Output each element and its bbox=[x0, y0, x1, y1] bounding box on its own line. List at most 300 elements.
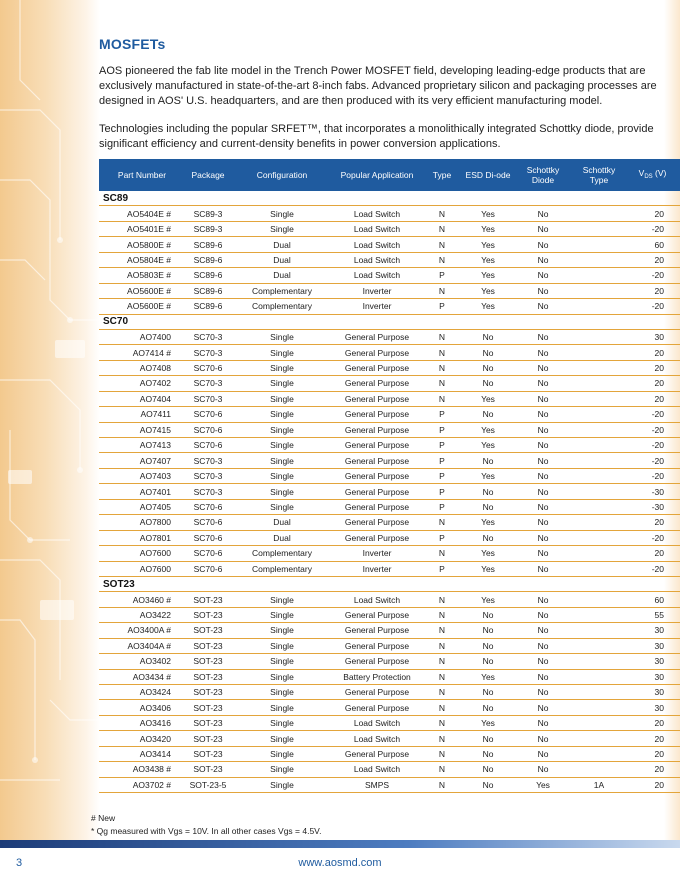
cell-type: N bbox=[421, 654, 463, 669]
cell-configuration: Dual bbox=[231, 530, 333, 545]
cell-configuration: Single bbox=[231, 453, 333, 468]
cell-application: Load Switch bbox=[333, 731, 421, 746]
cell-package: SC89-3 bbox=[185, 206, 231, 221]
cell-vds: 30 bbox=[625, 685, 680, 700]
footnote-qg: * Qg measured with Vgs = 10V. In all other cases Vgs = 4.5V. bbox=[91, 826, 322, 836]
table-row bbox=[99, 592, 680, 607]
cell-esd-diode: Yes bbox=[463, 515, 513, 530]
cell-schottky-type bbox=[573, 546, 625, 561]
cell-type: N bbox=[421, 206, 463, 221]
cell-application: General Purpose bbox=[333, 422, 421, 437]
cell-vds: 20 bbox=[625, 715, 680, 730]
cell-configuration: Single bbox=[231, 623, 333, 638]
cell-configuration: Complementary bbox=[231, 561, 333, 576]
cell-schottky-type bbox=[573, 468, 625, 483]
cell-application: General Purpose bbox=[333, 329, 421, 344]
cell-schottky-type bbox=[573, 715, 625, 730]
cell-vds: 20 bbox=[625, 376, 680, 391]
cell-type: P bbox=[421, 407, 463, 422]
cell-part-number: AO7600 bbox=[99, 561, 185, 576]
cell-vds: 20 bbox=[625, 546, 680, 561]
footer-bar bbox=[0, 840, 680, 848]
cell-esd-diode: No bbox=[463, 607, 513, 622]
cell-schottky-type bbox=[573, 391, 625, 406]
cell-vds: 30 bbox=[625, 654, 680, 669]
cell-part-number: AO5600E # bbox=[99, 283, 185, 298]
cell-application: General Purpose bbox=[333, 515, 421, 530]
cell-schottky-diode: No bbox=[513, 391, 573, 406]
cell-schottky-diode: No bbox=[513, 669, 573, 684]
cell-application: General Purpose bbox=[333, 530, 421, 545]
cell-vds: 20 bbox=[625, 252, 680, 267]
cell-vds: 20 bbox=[625, 777, 680, 792]
cell-configuration: Single bbox=[231, 762, 333, 777]
cell-application: Load Switch bbox=[333, 715, 421, 730]
cell-configuration: Single bbox=[231, 715, 333, 730]
cell-schottky-diode: No bbox=[513, 499, 573, 514]
cell-vds: 20 bbox=[625, 515, 680, 530]
cell-application: Load Switch bbox=[333, 268, 421, 283]
cell-type: P bbox=[421, 484, 463, 499]
cell-application: General Purpose bbox=[333, 376, 421, 391]
cell-part-number: AO7400 bbox=[99, 329, 185, 344]
cell-type: N bbox=[421, 329, 463, 344]
cell-package: SC70-6 bbox=[185, 407, 231, 422]
cell-application: General Purpose bbox=[333, 623, 421, 638]
page-number: 3 bbox=[16, 857, 23, 869]
cell-part-number: AO7402 bbox=[99, 376, 185, 391]
cell-configuration: Single bbox=[231, 607, 333, 622]
cell-schottky-diode: No bbox=[513, 515, 573, 530]
cell-application: General Purpose bbox=[333, 407, 421, 422]
cell-configuration: Single bbox=[231, 468, 333, 483]
table-row bbox=[99, 777, 680, 792]
cell-schottky-diode: Yes bbox=[513, 777, 573, 792]
table-row bbox=[99, 499, 680, 514]
cell-part-number: AO3460 # bbox=[99, 592, 185, 607]
cell-type: P bbox=[421, 268, 463, 283]
cell-schottky-diode: No bbox=[513, 299, 573, 314]
cell-type: N bbox=[421, 360, 463, 375]
cell-schottky-diode: No bbox=[513, 268, 573, 283]
cell-esd-diode: No bbox=[463, 777, 513, 792]
cell-package: SC70-3 bbox=[185, 453, 231, 468]
table-row bbox=[99, 546, 680, 561]
cell-package: SC89-6 bbox=[185, 283, 231, 298]
cell-esd-diode: No bbox=[463, 484, 513, 499]
cell-vds: 30 bbox=[625, 329, 680, 344]
cell-configuration: Complementary bbox=[231, 546, 333, 561]
cell-schottky-type bbox=[573, 299, 625, 314]
cell-package: SC70-3 bbox=[185, 468, 231, 483]
cell-part-number: AO7800 bbox=[99, 515, 185, 530]
cell-application: Inverter bbox=[333, 546, 421, 561]
cell-package: SC70-6 bbox=[185, 515, 231, 530]
cell-package: SC89-6 bbox=[185, 237, 231, 252]
cell-application: Load Switch bbox=[333, 237, 421, 252]
header-package: Package bbox=[185, 159, 231, 191]
cell-vds: -20 bbox=[625, 561, 680, 576]
vds-subscript: DS bbox=[644, 174, 653, 180]
cell-configuration: Complementary bbox=[231, 283, 333, 298]
cell-package: SOT-23 bbox=[185, 592, 231, 607]
cell-type: N bbox=[421, 762, 463, 777]
cell-vds: 60 bbox=[625, 237, 680, 252]
cell-part-number: AO3400A # bbox=[99, 623, 185, 638]
cell-part-number: AO7405 bbox=[99, 499, 185, 514]
cell-configuration: Single bbox=[231, 685, 333, 700]
cell-part-number: AO5600E # bbox=[99, 299, 185, 314]
cell-schottky-diode: No bbox=[513, 407, 573, 422]
cell-type: N bbox=[421, 746, 463, 761]
intro-paragraph: AOS pioneered the fab lite model in the Trench Power MOSFET field, developing leading-edge products that are exclusively manufactured in state-of-the-art 8-inch fabs. Advanced proprietary silicon and packaging processes are designed in AOS' U.S. headquarters, and are then produced with its very efficient manufacturing model. bbox=[99, 65, 657, 107]
table-row bbox=[99, 669, 680, 684]
cell-esd-diode: No bbox=[463, 700, 513, 715]
cell-schottky-type bbox=[573, 422, 625, 437]
srfet-paragraph: Technologies including the popular SRFET™, that incorporates a monolithically integrated Schottky diode, provide significant efficiency and current-density benefits in power conversion applications. bbox=[99, 123, 654, 150]
cell-configuration: Single bbox=[231, 438, 333, 453]
cell-package: SC70-6 bbox=[185, 561, 231, 576]
cell-part-number: AO7401 bbox=[99, 484, 185, 499]
cell-schottky-type bbox=[573, 237, 625, 252]
cell-esd-diode: No bbox=[463, 499, 513, 514]
cell-schottky-diode: No bbox=[513, 530, 573, 545]
cell-configuration: Dual bbox=[231, 252, 333, 267]
cell-part-number: AO3420 bbox=[99, 731, 185, 746]
cell-vds: 20 bbox=[625, 762, 680, 777]
cell-schottky-diode: No bbox=[513, 623, 573, 638]
cell-esd-diode: Yes bbox=[463, 592, 513, 607]
cell-schottky-diode: No bbox=[513, 546, 573, 561]
cell-schottky-type bbox=[573, 407, 625, 422]
cell-configuration: Single bbox=[231, 391, 333, 406]
cell-configuration: Single bbox=[231, 592, 333, 607]
cell-package: SOT-23 bbox=[185, 669, 231, 684]
cell-esd-diode: Yes bbox=[463, 237, 513, 252]
cell-part-number: AO5803E # bbox=[99, 268, 185, 283]
cell-schottky-type bbox=[573, 515, 625, 530]
table-row bbox=[99, 746, 680, 761]
table-row bbox=[99, 252, 680, 267]
cell-vds: -20 bbox=[625, 438, 680, 453]
cell-vds: 30 bbox=[625, 623, 680, 638]
table-row bbox=[99, 360, 680, 375]
cell-schottky-diode: No bbox=[513, 438, 573, 453]
table-row bbox=[99, 468, 680, 483]
cell-part-number: AO7403 bbox=[99, 468, 185, 483]
cell-schottky-diode: No bbox=[513, 607, 573, 622]
cell-part-number: AO7404 bbox=[99, 391, 185, 406]
table-row bbox=[99, 638, 680, 653]
cell-schottky-type bbox=[573, 607, 625, 622]
cell-type: P bbox=[421, 561, 463, 576]
cell-vds: -20 bbox=[625, 299, 680, 314]
table-row bbox=[99, 422, 680, 437]
cell-configuration: Single bbox=[231, 206, 333, 221]
table-row bbox=[99, 484, 680, 499]
header-type: Type bbox=[421, 159, 463, 191]
cell-esd-diode: Yes bbox=[463, 391, 513, 406]
group-label: SC89 bbox=[99, 191, 680, 206]
cell-schottky-diode: No bbox=[513, 329, 573, 344]
cell-application: General Purpose bbox=[333, 607, 421, 622]
cell-type: N bbox=[421, 592, 463, 607]
cell-schottky-type bbox=[573, 746, 625, 761]
cell-type: P bbox=[421, 499, 463, 514]
cell-schottky-type bbox=[573, 700, 625, 715]
mosfet-table bbox=[99, 159, 680, 793]
table-row bbox=[99, 530, 680, 545]
header-schottky-diode: Schottky Diode bbox=[513, 159, 573, 191]
header-application: Popular Application bbox=[333, 159, 421, 191]
cell-schottky-type bbox=[573, 685, 625, 700]
cell-part-number: AO3438 # bbox=[99, 762, 185, 777]
cell-application: Inverter bbox=[333, 283, 421, 298]
cell-schottky-diode: No bbox=[513, 715, 573, 730]
cell-package: SC70-6 bbox=[185, 438, 231, 453]
cell-application: General Purpose bbox=[333, 499, 421, 514]
cell-part-number: AO3414 bbox=[99, 746, 185, 761]
cell-esd-diode: Yes bbox=[463, 438, 513, 453]
cell-package: SC70-3 bbox=[185, 391, 231, 406]
table-row bbox=[99, 268, 680, 283]
cell-application: Load Switch bbox=[333, 206, 421, 221]
header-configuration: Configuration bbox=[231, 159, 333, 191]
cell-type: N bbox=[421, 623, 463, 638]
cell-configuration: Single bbox=[231, 360, 333, 375]
table-row bbox=[99, 762, 680, 777]
cell-part-number: AO7408 bbox=[99, 360, 185, 375]
cell-schottky-diode: No bbox=[513, 746, 573, 761]
cell-vds: 30 bbox=[625, 638, 680, 653]
cell-vds: 20 bbox=[625, 283, 680, 298]
cell-vds: 20 bbox=[625, 360, 680, 375]
cell-type: N bbox=[421, 607, 463, 622]
cell-schottky-diode: No bbox=[513, 221, 573, 236]
cell-vds: 20 bbox=[625, 746, 680, 761]
cell-schottky-type bbox=[573, 360, 625, 375]
cell-type: N bbox=[421, 669, 463, 684]
cell-schottky-type bbox=[573, 731, 625, 746]
table-row bbox=[99, 731, 680, 746]
cell-package: SOT-23 bbox=[185, 731, 231, 746]
cell-package: SOT-23 bbox=[185, 762, 231, 777]
cell-package: SC70-6 bbox=[185, 546, 231, 561]
cell-schottky-type bbox=[573, 206, 625, 221]
cell-part-number: AO7600 bbox=[99, 546, 185, 561]
cell-esd-diode: No bbox=[463, 731, 513, 746]
cell-esd-diode: No bbox=[463, 376, 513, 391]
cell-vds: -30 bbox=[625, 499, 680, 514]
cell-part-number: AO7801 bbox=[99, 530, 185, 545]
cell-configuration: Single bbox=[231, 654, 333, 669]
cell-part-number: AO5404E # bbox=[99, 206, 185, 221]
cell-vds: 20 bbox=[625, 731, 680, 746]
cell-configuration: Single bbox=[231, 731, 333, 746]
cell-application: Load Switch bbox=[333, 592, 421, 607]
cell-application: General Purpose bbox=[333, 654, 421, 669]
cell-application: General Purpose bbox=[333, 345, 421, 360]
cell-esd-diode: Yes bbox=[463, 252, 513, 267]
header-schottky-type: Schottky Type bbox=[573, 159, 625, 191]
group-label: SC70 bbox=[99, 314, 680, 329]
cell-package: SOT-23-5 bbox=[185, 777, 231, 792]
cell-schottky-type bbox=[573, 329, 625, 344]
cell-part-number: AO3416 bbox=[99, 715, 185, 730]
cell-schottky-diode: No bbox=[513, 237, 573, 252]
group-header-row bbox=[99, 576, 680, 591]
cell-vds: 20 bbox=[625, 206, 680, 221]
cell-esd-diode: No bbox=[463, 746, 513, 761]
table-row bbox=[99, 376, 680, 391]
cell-schottky-type bbox=[573, 592, 625, 607]
cell-configuration: Single bbox=[231, 329, 333, 344]
cell-application: General Purpose bbox=[333, 638, 421, 653]
cell-vds: 30 bbox=[625, 669, 680, 684]
cell-schottky-type bbox=[573, 530, 625, 545]
cell-type: N bbox=[421, 515, 463, 530]
cell-type: P bbox=[421, 299, 463, 314]
table-row bbox=[99, 715, 680, 730]
header-esd-diode: ESD Di-ode bbox=[463, 159, 513, 191]
table-body bbox=[99, 191, 680, 793]
cell-type: N bbox=[421, 638, 463, 653]
cell-package: SOT-23 bbox=[185, 746, 231, 761]
cell-application: SMPS bbox=[333, 777, 421, 792]
cell-configuration: Single bbox=[231, 484, 333, 499]
cell-configuration: Single bbox=[231, 700, 333, 715]
cell-esd-diode: No bbox=[463, 407, 513, 422]
cell-esd-diode: Yes bbox=[463, 221, 513, 236]
cell-application: Inverter bbox=[333, 561, 421, 576]
cell-vds: -20 bbox=[625, 468, 680, 483]
cell-schottky-type bbox=[573, 561, 625, 576]
cell-schottky-type bbox=[573, 221, 625, 236]
cell-type: N bbox=[421, 391, 463, 406]
cell-vds: -20 bbox=[625, 530, 680, 545]
table-row bbox=[99, 329, 680, 344]
cell-esd-diode: No bbox=[463, 453, 513, 468]
cell-schottky-type bbox=[573, 623, 625, 638]
cell-schottky-type bbox=[573, 499, 625, 514]
cell-configuration: Dual bbox=[231, 515, 333, 530]
cell-schottky-type bbox=[573, 345, 625, 360]
cell-application: General Purpose bbox=[333, 391, 421, 406]
cell-application: Battery Protection bbox=[333, 669, 421, 684]
cell-esd-diode: No bbox=[463, 530, 513, 545]
cell-schottky-diode: No bbox=[513, 422, 573, 437]
cell-application: General Purpose bbox=[333, 746, 421, 761]
cell-schottky-diode: No bbox=[513, 700, 573, 715]
cell-configuration: Single bbox=[231, 638, 333, 653]
cell-configuration: Single bbox=[231, 669, 333, 684]
group-header-row bbox=[99, 314, 680, 329]
cell-part-number: AO5804E # bbox=[99, 252, 185, 267]
cell-schottky-type bbox=[573, 762, 625, 777]
cell-esd-diode: No bbox=[463, 638, 513, 653]
cell-package: SOT-23 bbox=[185, 607, 231, 622]
cell-vds: -30 bbox=[625, 484, 680, 499]
cell-schottky-diode: No bbox=[513, 252, 573, 267]
cell-application: General Purpose bbox=[333, 685, 421, 700]
cell-package: SC70-3 bbox=[185, 329, 231, 344]
cell-schottky-diode: No bbox=[513, 283, 573, 298]
cell-configuration: Dual bbox=[231, 237, 333, 252]
cell-application: Inverter bbox=[333, 299, 421, 314]
cell-esd-diode: Yes bbox=[463, 561, 513, 576]
cell-esd-diode: Yes bbox=[463, 206, 513, 221]
table-row bbox=[99, 407, 680, 422]
cell-part-number: AO3424 bbox=[99, 685, 185, 700]
cell-schottky-diode: No bbox=[513, 468, 573, 483]
header-part-number: Part Number bbox=[99, 159, 185, 191]
cell-esd-diode: No bbox=[463, 329, 513, 344]
cell-esd-diode: No bbox=[463, 360, 513, 375]
cell-application: General Purpose bbox=[333, 438, 421, 453]
table-header-row bbox=[99, 159, 680, 191]
cell-configuration: Single bbox=[231, 345, 333, 360]
cell-schottky-type bbox=[573, 438, 625, 453]
table-row bbox=[99, 607, 680, 622]
cell-schottky-diode: No bbox=[513, 484, 573, 499]
cell-configuration: Single bbox=[231, 407, 333, 422]
cell-schottky-diode: No bbox=[513, 206, 573, 221]
cell-type: P bbox=[421, 438, 463, 453]
cell-vds: 30 bbox=[625, 700, 680, 715]
cell-schottky-diode: No bbox=[513, 638, 573, 653]
cell-type: N bbox=[421, 345, 463, 360]
cell-type: P bbox=[421, 468, 463, 483]
table-row bbox=[99, 700, 680, 715]
table-row bbox=[99, 206, 680, 221]
table-row bbox=[99, 515, 680, 530]
cell-type: N bbox=[421, 731, 463, 746]
cell-part-number: AO7415 bbox=[99, 422, 185, 437]
cell-esd-diode: Yes bbox=[463, 669, 513, 684]
cell-schottky-diode: No bbox=[513, 376, 573, 391]
cell-type: N bbox=[421, 283, 463, 298]
cell-package: SOT-23 bbox=[185, 715, 231, 730]
cell-package: SC70-6 bbox=[185, 499, 231, 514]
cell-package: SC89-6 bbox=[185, 299, 231, 314]
cell-package: SC70-6 bbox=[185, 530, 231, 545]
cell-schottky-type bbox=[573, 268, 625, 283]
cell-part-number: AO7413 bbox=[99, 438, 185, 453]
group-header-row bbox=[99, 191, 680, 206]
cell-part-number: AO3404A # bbox=[99, 638, 185, 653]
cell-part-number: AO3406 bbox=[99, 700, 185, 715]
table-row bbox=[99, 391, 680, 406]
cell-schottky-diode: No bbox=[513, 453, 573, 468]
vds-symbol: V bbox=[638, 168, 645, 178]
cell-package: SC70-3 bbox=[185, 345, 231, 360]
table-row bbox=[99, 283, 680, 298]
cell-part-number: AO7407 bbox=[99, 453, 185, 468]
cell-application: General Purpose bbox=[333, 700, 421, 715]
cell-package: SC89-3 bbox=[185, 221, 231, 236]
cell-configuration: Single bbox=[231, 376, 333, 391]
cell-configuration: Single bbox=[231, 777, 333, 792]
cell-part-number: AO5401E # bbox=[99, 221, 185, 236]
table-row bbox=[99, 345, 680, 360]
cell-type: P bbox=[421, 530, 463, 545]
cell-type: N bbox=[421, 252, 463, 267]
cell-vds: -20 bbox=[625, 422, 680, 437]
cell-package: SC89-6 bbox=[185, 252, 231, 267]
table-row bbox=[99, 654, 680, 669]
cell-schottky-diode: No bbox=[513, 345, 573, 360]
cell-type: N bbox=[421, 237, 463, 252]
